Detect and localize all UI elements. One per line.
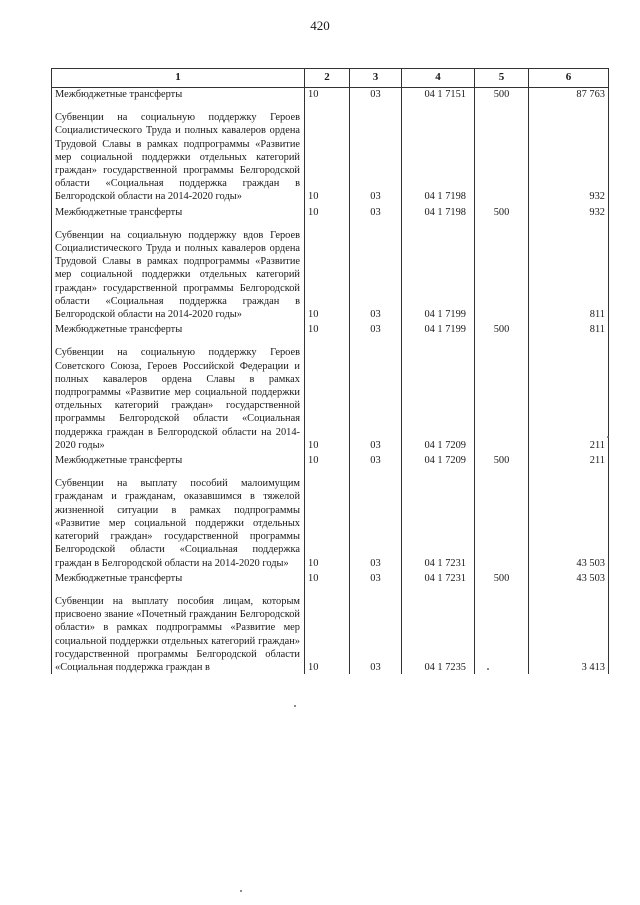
transfer-row [52, 88, 609, 106]
row-subsection: 03 [350, 105, 402, 203]
row-target-code: 04 1 7209 [402, 452, 475, 471]
header-col-2: 2 [305, 69, 350, 88]
transfer-row [52, 570, 609, 589]
row-name: Межбюджетные трансферты [52, 204, 305, 223]
subvention-row [52, 340, 609, 452]
row-expense-type: 500 [475, 204, 529, 223]
row-name: Субвенции на социальную поддержку Героев Советского Союза, Героев Российской Федерации и полных кавалеров ордена Славы в рамках подпрограммы «Развитие мер социальной поддержки отдельных категорий граждан» государственной программы Белгородской области «Социальная поддержка граждан в Белгородской области на 2014-2020 годы» [52, 340, 305, 452]
header-row [52, 69, 609, 88]
row-subsection: 03 [350, 452, 402, 471]
row-subsection: 03 [350, 340, 402, 452]
scan-speck [240, 890, 242, 892]
row-target-code: 04 1 7231 [402, 570, 475, 589]
row-name: Межбюджетные трансферты [52, 321, 305, 340]
page-number: 420 [310, 18, 330, 33]
row-section: 10 [305, 589, 350, 674]
row-name: Субвенции на социальную поддержку вдов Героев Социалистического Труда и полных кавалеров ордена Трудовой Славы в рамках подпрограммы «Развитие мер социальной поддержки отдельных категорий граждан» государственной программы Белгородской области «Социальная поддержка граждан в Белгородской области на 2014-2020 годы» [52, 223, 305, 321]
row-target-code: 04 1 7151 [402, 88, 475, 106]
row-amount: 811 [529, 321, 609, 340]
row-section: 10 [305, 471, 350, 569]
row-expense-type [475, 471, 529, 569]
row-amount: 932 [529, 105, 609, 203]
row-amount: 87 763 [529, 88, 609, 106]
row-name: Субвенции на выплату пособий малоимущим гражданам и гражданам, оказавшимся в тяжелой жизненной ситуации в рамках подпрограммы «Развитие мер социальной поддержки отдельных категорий граждан» государственной программы Белгородской области «Социальная поддержка граждан в Белгородской области на 2014-2020 годы» [52, 471, 305, 569]
row-name: Межбюджетные трансферты [52, 88, 305, 106]
row-expense-type [475, 340, 529, 452]
row-expense-type [475, 105, 529, 203]
row-target-code: 04 1 7231 [402, 471, 475, 569]
row-amount: 211 [529, 340, 609, 452]
row-section: 10 [305, 105, 350, 203]
row-amount: 811 [529, 223, 609, 321]
row-amount: 43 503 [529, 570, 609, 589]
row-amount: 932 [529, 204, 609, 223]
row-section: 10 [305, 340, 350, 452]
row-name: Межбюджетные трансферты [52, 570, 305, 589]
row-subsection: 03 [350, 321, 402, 340]
row-name: Межбюджетные трансферты [52, 452, 305, 471]
header-col-6: 6 [529, 69, 609, 88]
budget-table [51, 68, 609, 674]
row-target-code: 04 1 7198 [402, 204, 475, 223]
row-section: 10 [305, 570, 350, 589]
row-amount: 43 503 [529, 471, 609, 569]
row-target-code: 04 1 7209 [402, 340, 475, 452]
row-subsection: 03 [350, 88, 402, 106]
header-col-1: 1 [52, 69, 305, 88]
row-subsection: 03 [350, 589, 402, 674]
row-expense-type: 500 [475, 570, 529, 589]
row-expense-type: 500 [475, 321, 529, 340]
row-amount: 3 413 [529, 589, 609, 674]
header-col-4: 4 [402, 69, 475, 88]
row-section: 10 [305, 321, 350, 340]
subvention-row [52, 105, 609, 203]
subvention-row [52, 471, 609, 569]
row-target-code: 04 1 7199 [402, 223, 475, 321]
transfer-row [52, 204, 609, 223]
row-expense-type: 500 [475, 88, 529, 106]
row-name: Субвенции на социальную поддержку Героев Социалистического Труда и полных кавалеров ордена Трудовой Славы в рамках подпрограммы «Развитие мер социальной поддержки отдельных категорий граждан» государственной программы Белгородской области «Социальная поддержка граждан в Белгородской области на 2014-2020 годы» [52, 105, 305, 203]
row-target-code: 04 1 7235 [402, 589, 475, 674]
row-subsection: 03 [350, 204, 402, 223]
row-section: 10 [305, 204, 350, 223]
header-col-3: 3 [350, 69, 402, 88]
row-subsection: 03 [350, 570, 402, 589]
row-target-code: 04 1 7198 [402, 105, 475, 203]
row-subsection: 03 [350, 223, 402, 321]
row-expense-type: 500 [475, 452, 529, 471]
row-amount: 211 [529, 452, 609, 471]
row-name: Субвенции на выплату пособия лицам, которым присвоено звание «Почетный гражданин Белгородской области» в рамках подпрограммы «Развитие мер социальной поддержки отдельных категорий граждан» государственной программы Белгородской области «Социальная поддержка граждан в [52, 589, 305, 674]
transfer-row [52, 321, 609, 340]
subvention-row [52, 589, 609, 674]
scan-speck [487, 668, 489, 670]
row-section: 10 [305, 223, 350, 321]
transfer-row [52, 452, 609, 471]
subvention-row [52, 223, 609, 321]
row-target-code: 04 1 7199 [402, 321, 475, 340]
row-expense-type [475, 589, 529, 674]
row-section: 10 [305, 452, 350, 471]
row-subsection: 03 [350, 471, 402, 569]
header-col-5: 5 [475, 69, 529, 88]
row-section: 10 [305, 88, 350, 106]
scan-speck [294, 705, 296, 707]
row-expense-type [475, 223, 529, 321]
scan-speck [607, 436, 609, 438]
